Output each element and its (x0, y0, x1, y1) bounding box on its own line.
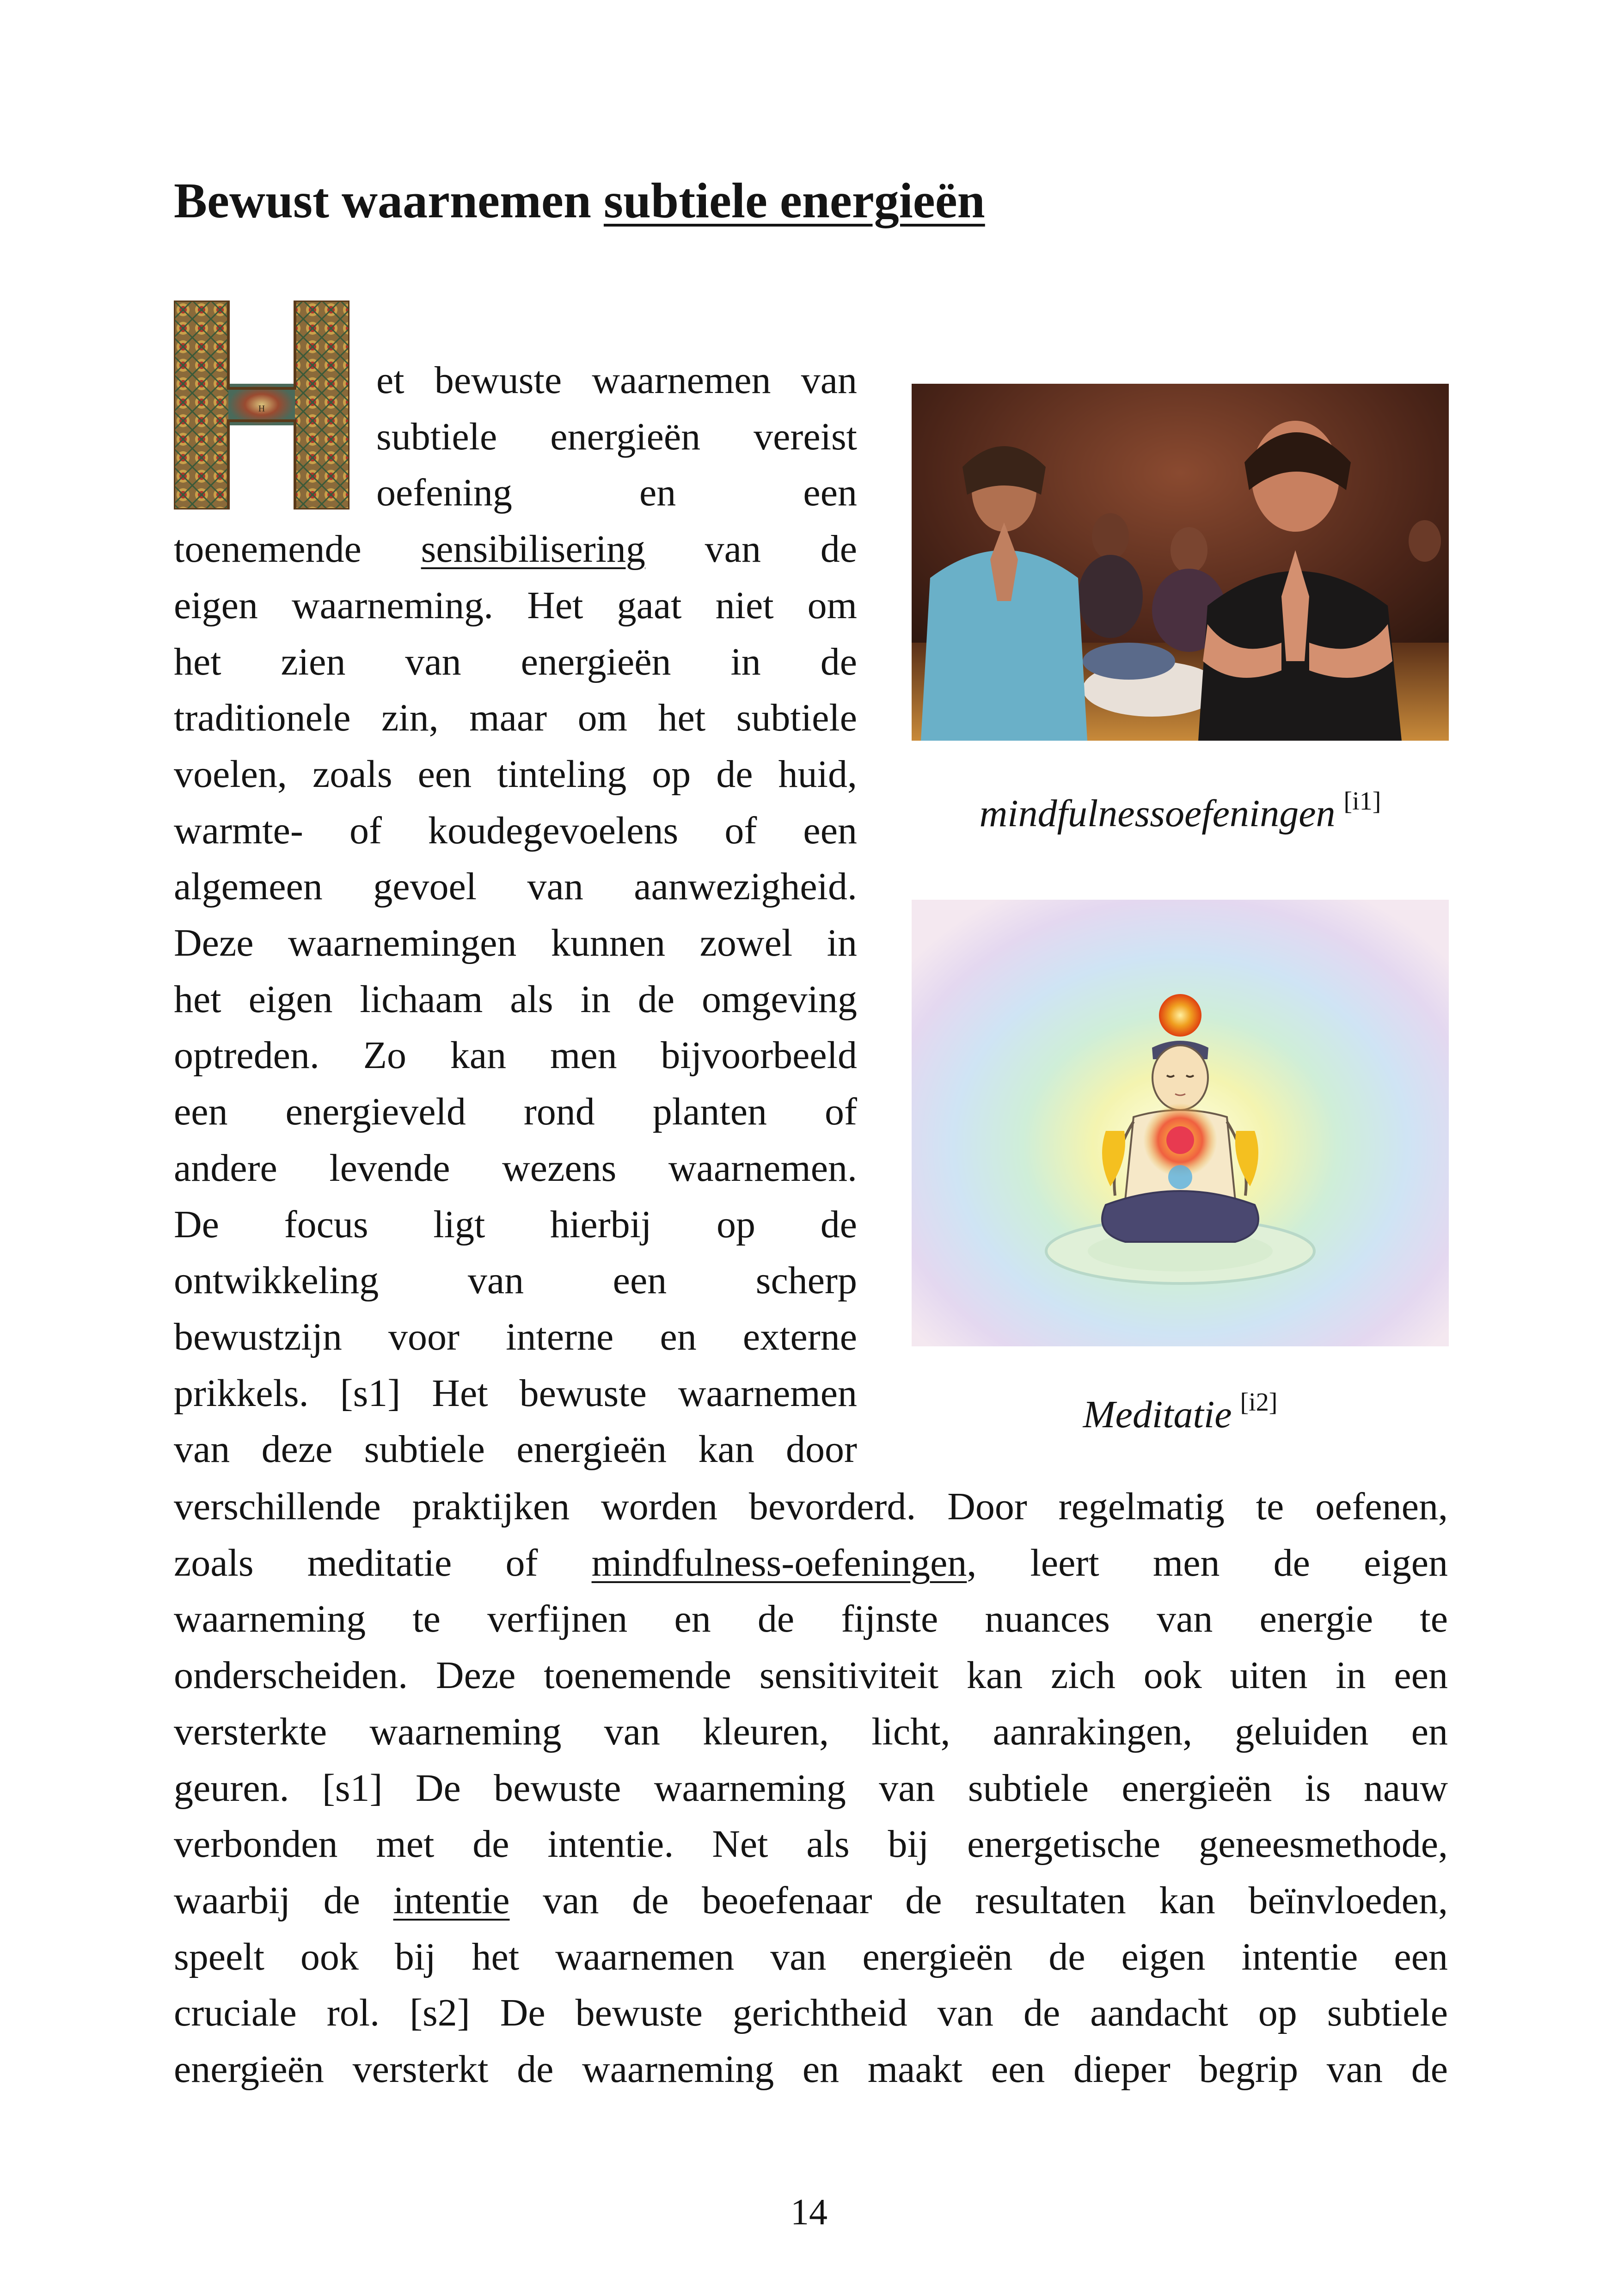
text-link[interactable]: sensibilisering (421, 528, 645, 571)
text-segment: het zien van energieën in de (174, 640, 857, 683)
text-line (174, 1816, 1448, 1872)
text-segment: van de (645, 528, 857, 571)
caption-text: Meditatie (1083, 1393, 1232, 1436)
text-segment: traditionele zin, maar om het subtiele (174, 696, 857, 740)
text-segment: ontwikkeling van een scherp (174, 1259, 857, 1302)
text-segment: verbonden met de intentie. Net als bij energetische geneesmethode, (174, 1823, 1448, 1866)
text-line (174, 1197, 857, 1253)
image-reference[interactable]: [i2] (1240, 1388, 1278, 1417)
text-line (174, 1647, 1448, 1704)
text-segment: verschillende praktijken worden bevorderd. Door regelmatig te oefenen, (174, 1485, 1448, 1528)
text-line (174, 1140, 857, 1197)
meditation-illustration (912, 900, 1449, 1346)
text-segment: energieën versterkt de waarneming en maakt een dieper begrip van de (174, 2048, 1448, 2091)
text-segment: voelen, zoals een tinteling op de huid, (174, 752, 857, 796)
text-segment: prikkels. [s1] Het bewuste waarnemen (174, 1371, 857, 1415)
text-segment: speelt ook bij het waarnemen van energieën de eigen intentie een (174, 1935, 1448, 1978)
text-line (174, 1252, 857, 1309)
text-segment: subtiele energieën vereist (376, 415, 857, 458)
text-segment: Deze waarnemingen kunnen zowel in (174, 921, 857, 965)
text-segment: De focus ligt hierbij op de (174, 1203, 857, 1246)
text-line (174, 352, 857, 409)
text-segment: algemeen gevoel van aanwezigheid. (174, 865, 857, 909)
text-segment: een energieveld rond planten of (174, 1090, 857, 1134)
text-link[interactable]: intentie (393, 1879, 510, 1922)
dropcap-letter: H (258, 404, 265, 414)
text-segment: , leert men de eigen (967, 1541, 1448, 1584)
text-line (174, 634, 857, 690)
text-link[interactable]: mindfulness-oefeningen (591, 1541, 967, 1584)
text-segment: toenemende (174, 528, 421, 571)
title-link[interactable]: subtiele energieën (603, 173, 985, 228)
text-line (174, 465, 857, 521)
page-title (174, 171, 985, 231)
text-segment: het eigen lichaam als in de omgeving (174, 977, 857, 1021)
text-line (174, 1985, 1448, 2041)
text-line (174, 1535, 1448, 1591)
text-segment: van deze subtiele energieën kan door (174, 1428, 857, 1471)
text-line (174, 1084, 857, 1140)
text-line (174, 971, 857, 1028)
text-line (174, 1309, 857, 1365)
text-line (174, 1591, 1448, 1647)
text-line (174, 1872, 1448, 1929)
text-line (174, 1760, 1448, 1817)
text-segment: waarneming te verfijnen en de fijnste nuances van energie te (174, 1597, 1448, 1641)
body-text-bottom (174, 1479, 1448, 2098)
body-text-top (174, 352, 857, 1478)
caption-mindfulness (912, 786, 1449, 837)
text-line (174, 746, 857, 803)
image-reference[interactable]: [i1] (1343, 787, 1381, 816)
caption-text: mindfulnessoefeningen (979, 792, 1336, 835)
text-line (174, 690, 857, 746)
page-number: 14 (791, 2192, 827, 2233)
text-segment: geuren. [s1] De bewuste waarneming van subtiele energieën is nauw (174, 1766, 1448, 1810)
text-segment: bewustzijn voor interne en externe (174, 1315, 857, 1358)
text-line (174, 577, 857, 634)
text-line (174, 2041, 1448, 2098)
text-line (174, 1421, 857, 1478)
text-segment: eigen waarneming. Het gaat niet om (174, 583, 857, 627)
text-segment: et bewuste waarnemen van (376, 359, 857, 402)
text-line (174, 1365, 857, 1422)
text-segment: oefening en een (376, 471, 857, 515)
text-line (174, 915, 857, 971)
text-line (174, 1479, 1448, 1535)
text-segment: warmte- of koudegevoelens of een (174, 809, 857, 852)
caption-meditatie (912, 1387, 1449, 1438)
text-line (174, 1704, 1448, 1760)
text-line (174, 803, 857, 859)
text-segment: cruciale rol. [s2] De bewuste gerichtheid van de aandacht op subtiele (174, 1991, 1448, 2035)
text-segment: onderscheiden. Deze toenemende sensitiviteit kan zich ook uiten in een (174, 1654, 1448, 1697)
text-segment: zoals meditatie of (174, 1541, 592, 1584)
text-line (174, 1929, 1448, 1985)
text-segment: optreden. Zo kan men bijvoorbeeld (174, 1034, 857, 1077)
text-line (174, 409, 857, 465)
title-prefix: Bewust waarnemen (174, 173, 604, 228)
text-line (174, 859, 857, 915)
text-line (174, 1027, 857, 1084)
text-segment: waarbij de (174, 1879, 393, 1922)
mindfulness-photo (912, 384, 1449, 741)
text-segment: andere levende wezens waarnemen. (174, 1146, 857, 1190)
text-line (174, 521, 857, 577)
text-segment: van de beoefenaar de resultaten kan beïnvloeden, (509, 1879, 1448, 1922)
text-segment: versterkte waarneming van kleuren, licht, aanrakingen, geluiden en (174, 1710, 1448, 1753)
